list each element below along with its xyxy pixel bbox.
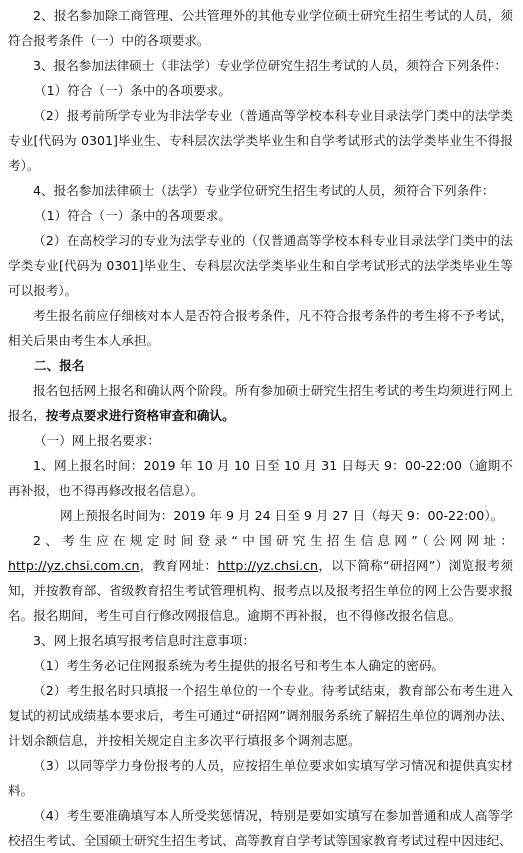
paragraph-text: 2、考生应在规定时间登录“中国研究生招生信息网”（公网网址： (33, 533, 513, 548)
paragraph: （4）考生要准确填写本人所受奖惩情况，特别是要如实填写在参加普通和成人高等学校招生考试、全国硕士研究生招生考试、高等教育自学考试等国家教育考试过程中因违纪、 (8, 808, 513, 848)
paragraph: 网上预报名时间为：2019 年 9 月 24 日至 9 月 27 日（每天 9：00-22:00）。 (60, 508, 504, 523)
paragraph: （1）符合（一）条中的各项要求。 (34, 208, 231, 223)
paragraph: 3、网上报名填写报考信息时注意事项： (33, 633, 256, 648)
link-public-site[interactable]: http://yz.chsi.com.cn (8, 558, 140, 573)
subsection-heading: （一）网上报名要求： (34, 433, 160, 448)
paragraph: （1）符合（一）条中的各项要求。 (34, 83, 231, 98)
paragraph: 考生报名前应仔细核对本人是否符合报考条件，凡不符合报考条件的考生将不予考试，相关后果由考生本人承担。 (8, 308, 513, 348)
paragraph: （1）考生务必记住网报系统为考生提供的报名号和考生本人确定的密码。 (33, 658, 445, 673)
paragraph (8, 528, 513, 628)
bold-text: 按考点要求进行资格审查和确认。 (45, 408, 235, 423)
paragraph: 3、报名参加法律硕士（非法学）专业学位研究生招生考试的人员，须符合下列条件： (33, 58, 507, 73)
paragraph: 4、报名参加法律硕士（法学）专业学位研究生招生考试的人员，须符合下列条件： (33, 183, 495, 198)
paragraph-text: 报名包括网上报名和确认两个阶段。所有参加硕士研究生招生考试的考生均须进行网上报名， (8, 383, 513, 423)
section-heading: 二、报名 (34, 358, 85, 373)
paragraph: 1、网上报名时间：2019 年 10 月 10 日至 10 月 31 日每天 9：00-22:00（逾期不再补报，也不得再修改报名信息）。 (8, 458, 513, 498)
link-edu-site[interactable]: http://yz.chsi.cn (217, 558, 318, 573)
paragraph-text: ，以下简称“研招网”）浏览报考须知，并按教育部、省级教育招生考试管理机构、报考点以及报考招生单位的网上公告要求报名。报名期间，考生可自行修改网报信息。逾期不再补报，也不得修改报名信息。 (8, 558, 513, 623)
paragraph: （2）在高校学习的专业为法学专业的（仅普通高等学校本科专业目录法学门类中的法学类专业[代码为 0301]毕业生、专科层次法学类毕业生和自学考试形式的法学类毕业生等可以报考）。 (8, 233, 513, 298)
paragraph: （2）报考前所学专业为非法学专业（普通高等学校本科专业目录法学门类中的法学类专业[代码为 0301]毕业生、专科层次法学类毕业生和自学考试形式的法学类毕业生不得报考）。 (8, 108, 513, 173)
paragraph-text: ，教育网址： (139, 558, 218, 573)
paragraph: （3）以同等学力身份报考的人员，应按招生单位要求如实填写学习情况和提供真实材料。 (8, 758, 513, 798)
paragraph: （2）考生报名时只填报一个招生单位的一个专业。待考试结束，教育部公布考生进入复试的初试成绩基本要求后，考生可通过“研招网”调剂服务系统了解招生单位的调剂办法、计划余额信息，并按相关规定自主多次平行填报多个调剂志愿。 (8, 683, 513, 748)
paragraph: 2、报名参加除工商管理、公共管理外的其他专业学位硕士研究生招生考试的人员，须符合报考条件（一）中的各项要求。 (8, 8, 513, 48)
paragraph (8, 378, 513, 428)
